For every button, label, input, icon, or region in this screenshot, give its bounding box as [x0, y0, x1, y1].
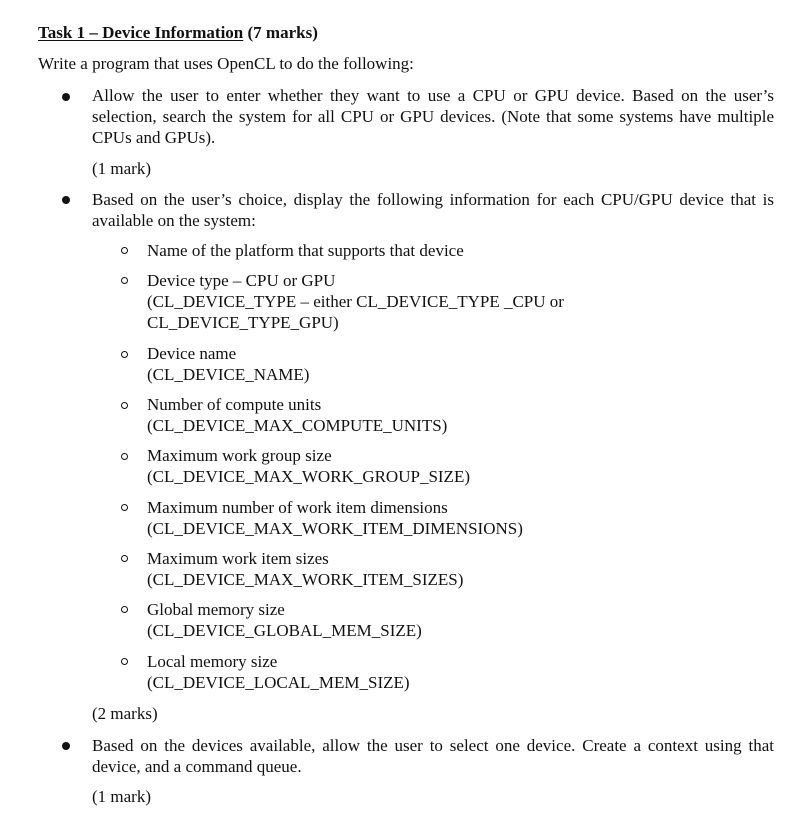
sub-bullet-circle [121, 453, 128, 460]
sub-bullet-circle [121, 247, 128, 254]
task-marks: (7 marks) [247, 23, 318, 42]
intro-text: Write a program that uses OpenCL to do the following: [38, 54, 414, 73]
sub-bullet-circle [121, 504, 128, 511]
sub-item-work-group-size: Maximum work group size (CL_DEVICE_MAX_WORK_GROUP_SIZE) [147, 446, 470, 486]
sub-item-work-item-dimensions: Maximum number of work item dimensions (CL_DEVICE_MAX_WORK_ITEM_DIMENSIONS) [147, 498, 523, 538]
sub-item-device-name: Device name (CL_DEVICE_NAME) [147, 344, 310, 384]
sub-item-device-type: Device type – CPU or GPU (CL_DEVICE_TYPE – either CL_DEVICE_TYPE _CPU or CL_DEVICE_TYPE_GPU) [147, 271, 564, 332]
bullet-3-text: Based on the devices available, allow the user to select one device. Create a context using that device, and a command queue. [92, 736, 774, 776]
task-heading [38, 22, 318, 43]
sub-bullet-circle [121, 351, 128, 358]
sub-bullet-circle [121, 402, 128, 409]
bullet-1-marks: (1 mark) [92, 159, 152, 178]
sub-item-compute-units: Number of compute units (CL_DEVICE_MAX_COMPUTE_UNITS) [147, 395, 448, 435]
bullet-2-marks: (2 marks) [92, 704, 158, 723]
sub-bullet-circle [121, 658, 128, 665]
bullet-dot [62, 196, 70, 204]
sub-item-work-item-sizes: Maximum work item sizes (CL_DEVICE_MAX_WORK_ITEM_SIZES) [147, 549, 464, 589]
sub-bullet-circle [121, 555, 128, 562]
sub-item-local-mem-size: Local memory size (CL_DEVICE_LOCAL_MEM_SIZE) [147, 652, 410, 692]
bullet-1-text: Allow the user to enter whether they want to use a CPU or GPU device. Based on the user’s selection, search the system for all CPU or GPU devices. (Note that some systems have multiple CPUs and GPUs). [92, 86, 774, 147]
bullet-3-marks: (1 mark) [92, 787, 152, 806]
bullet-dot [62, 93, 70, 101]
task-title: Task 1 – Device Information [38, 23, 244, 42]
sub-item-platform-name: Name of the platform that supports that device [147, 241, 464, 260]
sub-bullet-circle [121, 277, 128, 284]
bullet-dot [62, 742, 70, 750]
sub-bullet-circle [121, 606, 128, 613]
bullet-2-text: Based on the user’s choice, display the following information for each CPU/GPU device that is available on the system: [92, 190, 774, 230]
sub-item-global-mem-size: Global memory size (CL_DEVICE_GLOBAL_MEM_SIZE) [147, 600, 422, 640]
